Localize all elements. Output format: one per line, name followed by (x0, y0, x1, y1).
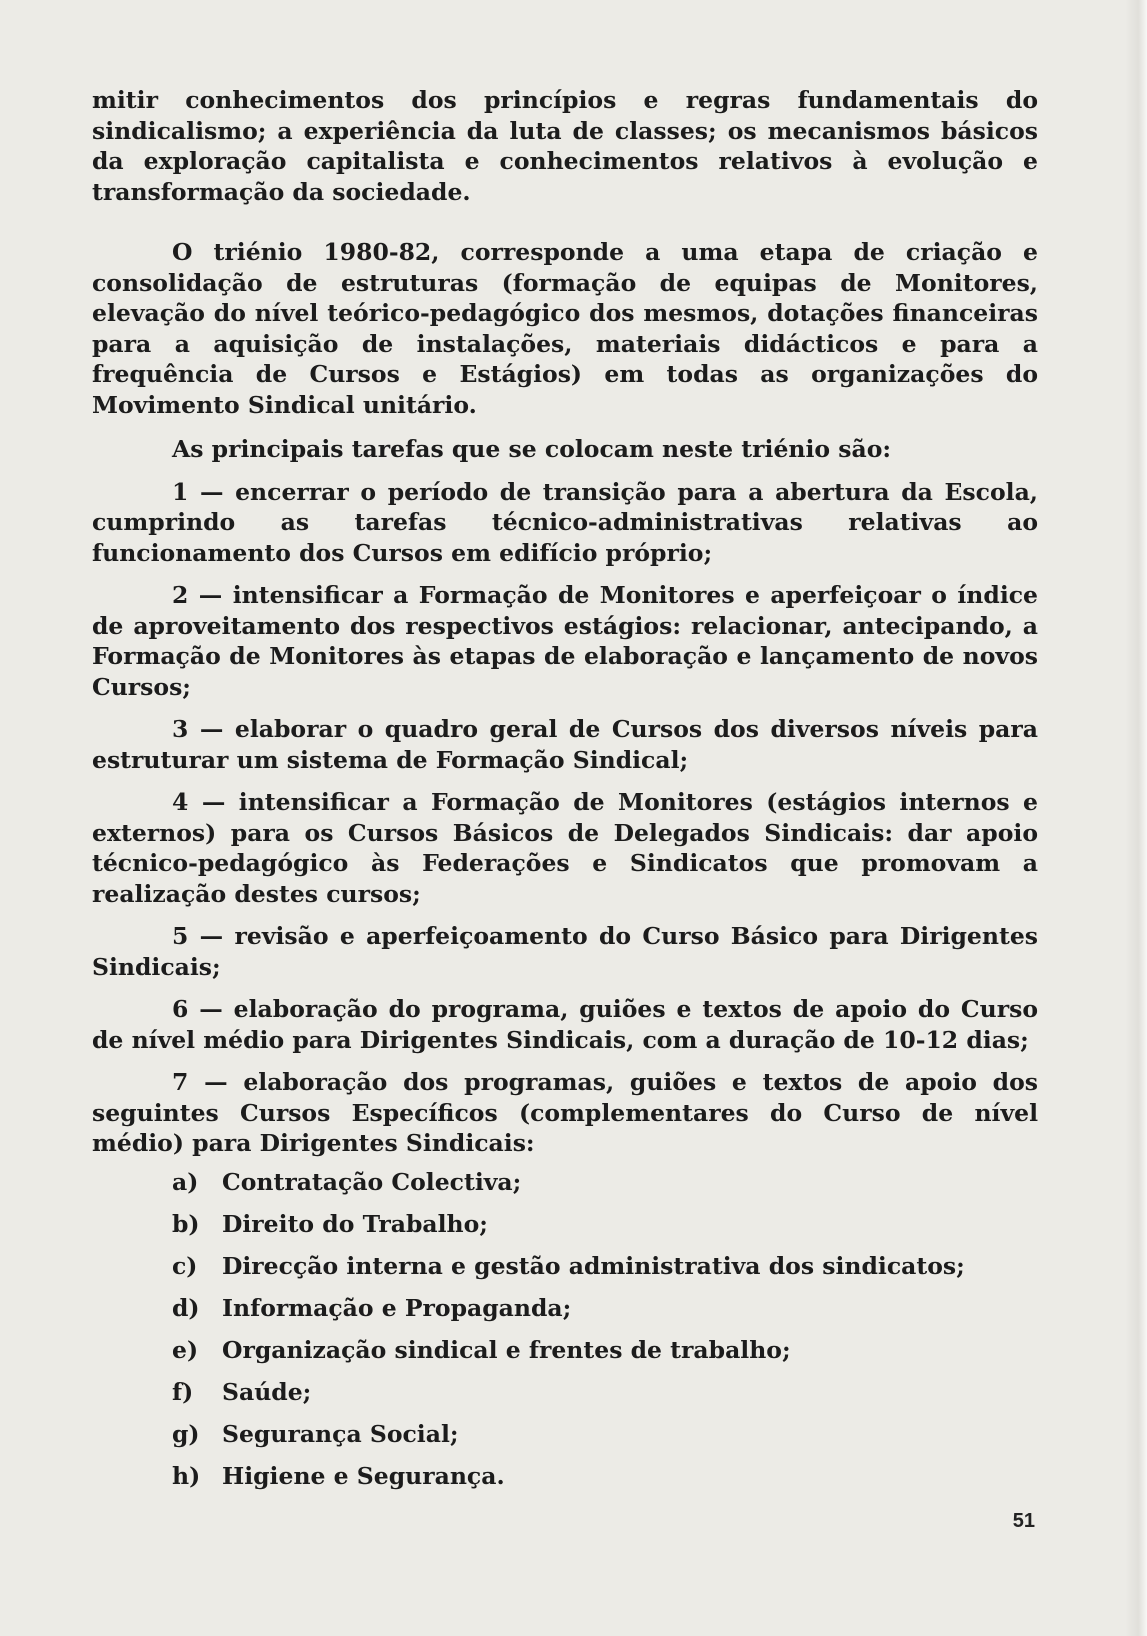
paragraph-intro: mitir conhecimentos dos princípios e regras fundamentais do sindicalismo; a experiência da luta de classes; os mecanismos básicos da exploração capitalista e conhecimentos relativos à evolução e transformação da sociedade. (92, 86, 1038, 206)
course-text: Informação e Propaganda; (222, 1293, 572, 1322)
course-item-b (92, 1209, 1038, 1251)
course-letter: a) (172, 1167, 199, 1196)
course-text: Organização sindical e frentes de trabalho; (222, 1335, 791, 1364)
course-item-e (92, 1335, 1038, 1377)
task-text: elaboração do programa, guiões e textos de apoio do Curso de nível médio para Dirigentes Sindicais, com a duração de 10-12 dias; (92, 995, 1038, 1054)
task-dash: — (199, 995, 223, 1023)
task-dash: — (199, 922, 224, 950)
task-number: 5 (172, 922, 189, 950)
task-item-2 (92, 580, 1038, 702)
task-number: 3 (172, 715, 189, 743)
task-text: revisão e aperfeiçoamento do Curso Básico para Dirigentes Sindicais; (92, 922, 1039, 981)
task-item-4 (92, 787, 1038, 909)
paragraph-triennium: O triénio 1980-82, corresponde a uma etapa de criação e consolidação de estruturas (formação de equipas de Monitores, elevação do nível teórico-pedagógico dos mesmos, dotações financeiras para a aquisição de instalações, materiais didácticos e para a frequência de Cursos e Estágios) em todas as organizações do Movimento Sindical unitário. (92, 238, 1038, 419)
task-text: encerrar o período de transição para a abertura da Escola, cumprindo as tarefas técnico-administrativas relativas ao funcionamento dos Cursos em edifício próprio; (92, 477, 1038, 567)
task-dash: — (204, 1068, 228, 1096)
course-letter: c) (172, 1251, 198, 1280)
task-dash: — (199, 715, 224, 743)
task-item-7 (92, 1067, 1038, 1159)
course-item-h (92, 1461, 1038, 1503)
course-text: Direito do Trabalho; (222, 1209, 488, 1238)
course-text: Contratação Colectiva; (222, 1167, 522, 1196)
course-letter: g) (172, 1419, 200, 1448)
task-dash: — (201, 788, 226, 816)
course-list (92, 1167, 1038, 1503)
course-text: Segurança Social; (222, 1419, 459, 1448)
task-text: elaborar o quadro geral de Cursos dos diversos níveis para estruturar um sistema de Formação Sindical; (92, 715, 1038, 774)
task-number: 4 (172, 788, 189, 816)
course-item-c (92, 1251, 1038, 1293)
task-item-6 (92, 994, 1038, 1055)
task-text: intensificar a Formação de Monitores e aperfeiçoar o índice de aproveitamento dos respectivos estágios: relacionar, antecipando, a Formação de Monitores às etapas de elaboração e lançamento de novos Cursos; (92, 581, 1039, 701)
task-number: 2 (172, 581, 189, 609)
task-number: 6 (172, 995, 189, 1023)
task-text: elaboração dos programas, guiões e textos de apoio dos seguintes Cursos Específicos (complementares do Curso de nível médio) para Dirigentes Sindicais: (92, 1068, 1038, 1157)
body-text (92, 85, 1038, 1503)
course-item-a (92, 1167, 1038, 1209)
course-letter: e) (172, 1335, 199, 1364)
course-letter: b) (172, 1209, 200, 1238)
course-letter: f) (172, 1377, 194, 1406)
course-letter: h) (172, 1461, 201, 1490)
task-text: intensificar a Formação de Monitores (estágios internos e externos) para os Cursos Básicos de Delegados Sindicais: dar apoio técnico-pedagógico às Federações e Sindicatos que promovam a realização destes cursos; (92, 788, 1039, 908)
task-item-3 (92, 714, 1038, 775)
task-dash: — (199, 477, 224, 506)
course-text: Saúde; (222, 1377, 312, 1406)
course-text: Direcção interna e gestão administrativa dos sindicatos; (222, 1251, 965, 1280)
course-item-f (92, 1377, 1038, 1419)
course-item-g (92, 1419, 1038, 1461)
page-number: 51 (1012, 1510, 1035, 1532)
task-item-5 (92, 921, 1038, 982)
task-number: 1 (172, 477, 189, 506)
task-number: 7 (172, 1068, 189, 1096)
task-item-1 (92, 477, 1038, 569)
course-item-d (92, 1293, 1038, 1335)
task-dash: — (198, 581, 223, 609)
course-letter: d) (172, 1293, 200, 1322)
paragraph-tasks-intro: As principais tarefas que se colocam neste triénio são: (172, 435, 892, 463)
course-text: Higiene e Segurança. (222, 1461, 505, 1490)
